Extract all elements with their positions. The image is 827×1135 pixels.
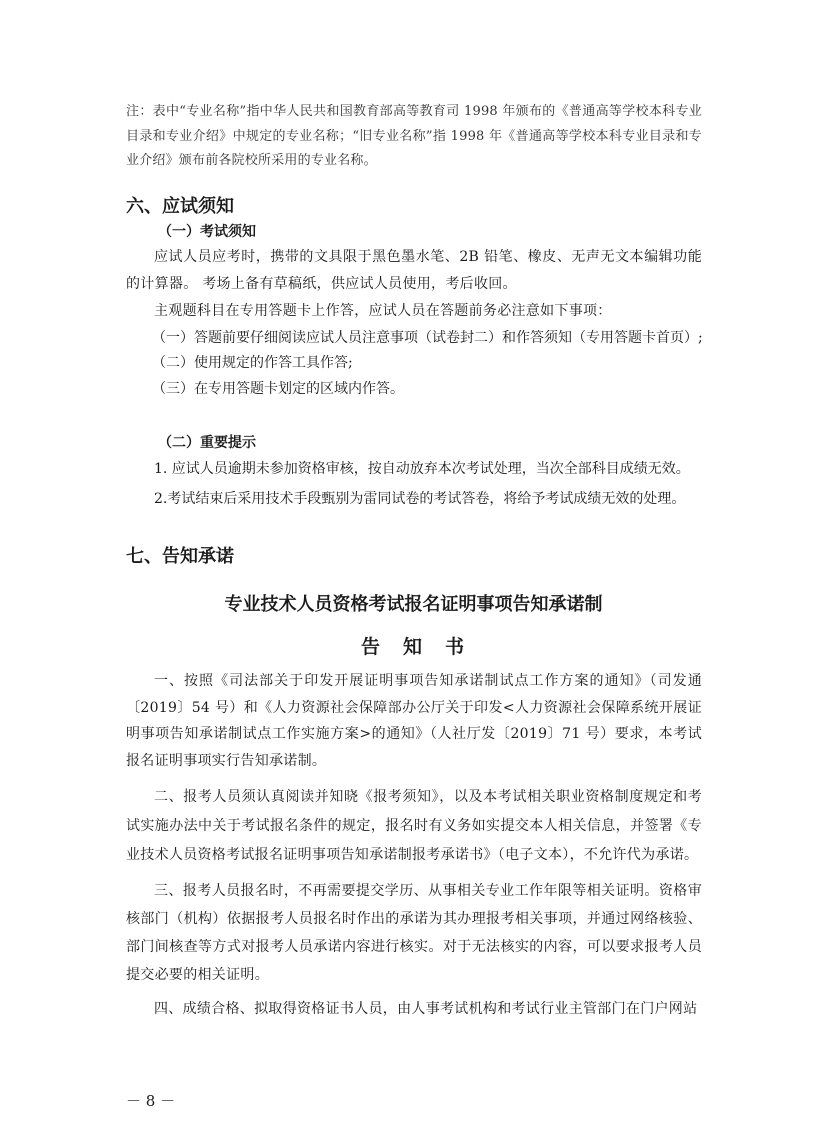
table-footnote: 注：表中“专业名称”指中华人民共和国教育部高等教育司 1998 年颁布的《普通高等学校本科专业目录和专业介绍》中规定的专业名称；“旧专业名称”指 1998 年《普通高等学校本科专业目录和专业介绍》颁布前各院校所采用的专业名称。 [126,104,702,168]
list-item: （三）在专用答题卡划定的区域内作答。 [152,381,404,397]
paragraph: 应试人员应考时，携带的文具限于黑色墨水笔、2B 铅笔、橡皮、无声无文本编辑功能的计算器。 考场上备有草稿纸，供应试人员使用，考后收回。 [126,249,702,292]
list-item: （一）答题前要仔细阅读应试人员注意事项（试卷封二）和作答须知（专用答题卡首页）; [152,330,703,346]
paragraph: 二、报考人员须认真阅读并知晓《报考须知》，以及本考试相关职业资格制度规定和考试实施办法中关于考试报名条件的规定，报名时有义务如实提交本人相关信息，并签署《专业技术人员资格考试报名证明事项告知承诺制报考承诺书》（电子文本），不允许代为承诺。 [126,789,702,863]
page-number: － 8 － [126,1092,176,1110]
paragraph: 三、报考人员报名时，不再需要提交学历、从事相关专业工作年限等相关证明。资格审核部门（机构）依据报考人员报名时作出的承诺为其办理报考相关事项，并通过网络核验、部门间核查等方式对报考人员承诺内容进行核实。对于无法核实的内容，可以要求报考人员提交必要的相关证明。 [126,883,702,983]
section-heading-notification-commitment: 七、告知承诺 [126,546,234,567]
subsection-heading-important-tips: （二）重要提示 [158,435,256,451]
list-item: （二）使用规定的作答工具作答; [152,355,353,371]
paragraph: 四、成绩合格、拟取得资格证书人员，由人事考试机构和考试行业主管部门在门户网站 [154,1001,698,1017]
notification-body [126,668,702,1023]
document-title: 专业技术人员资格考试报名证明事项告知承诺制 [224,594,603,615]
list-item: 1. 应试人员逾期未参加资格审核，按自动放弃本次考试处理，当次全部科目成绩无效。 [154,461,690,477]
document-subtitle: 告 知 书 [360,636,466,658]
paragraph: 主观题科目在专用答题卡上作答，应试人员在答题前务必注意如下事项： [154,303,612,319]
section-heading-exam-notice: 六、应试须知 [126,196,234,217]
subsection-heading-exam-rules: （一）考试须知 [158,224,256,240]
paragraph: 一、按照《司法部关于印发开展证明事项告知承诺制试点工作方案的通知》（司发通〔2019〕54 号）和《人力资源社会保障部办公厅关于印发<人力资源社会保障系统开展证明事项告知承诺制试点工作实施方案>的通知》（人社厅发〔2019〕71 号）要求，本考试报名证明事项实行告知承诺制。 [126,673,702,769]
list-item: 2.考试结束后采用技术手段甄别为雷同试卷的考试答卷，将给予考试成绩无效的处理。 [154,491,686,507]
exam-rules-body [126,244,702,325]
